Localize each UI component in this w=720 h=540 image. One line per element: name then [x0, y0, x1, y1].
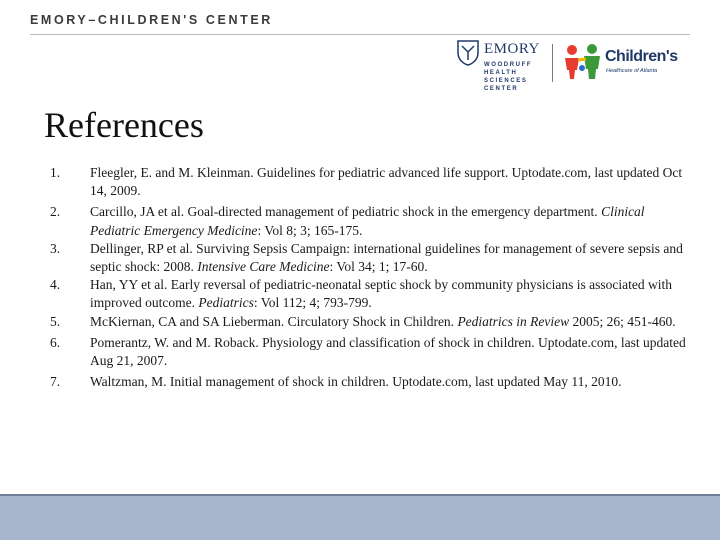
reference-number: 2. [50, 204, 61, 220]
reference-item [50, 203, 690, 239]
reference-item [50, 276, 690, 312]
reference-item [50, 240, 690, 276]
emory-wordmark: EMORY [484, 41, 540, 57]
childrens-kids-icon [562, 42, 604, 80]
reference-text: Dellinger, RP et al. Surviving Sepsis Campaign: international guidelines for management of severe sepsis and septic shock: 2008. [90, 240, 683, 275]
reference-tail: 2005; 26; 451-460. [569, 313, 676, 329]
reference-number: 4. [50, 277, 61, 293]
reference-number: 6. [50, 334, 61, 350]
reference-item [50, 373, 690, 391]
footer-bar [0, 496, 720, 540]
page-title: References [44, 105, 204, 145]
header-divider [30, 34, 690, 35]
reference-item [50, 164, 690, 200]
reference-text: Carcillo, JA et al. Goal-directed management of pediatric shock in the emergency department. [90, 204, 602, 220]
emory-subtitle: WOODRUFF HEALTH SCIENCES CENTER [484, 62, 533, 92]
emory-logo [457, 40, 557, 96]
emory-shield-icon [457, 40, 479, 66]
reference-text: McKiernan, CA and SA Lieberman. Circulatory Shock in Children. [90, 313, 458, 329]
reference-tail: : Vol 34; 1; 17-60. [329, 259, 428, 275]
reference-item [50, 313, 690, 331]
reference-text: Han, YY et al. Early reversal of pediatric-neonatal septic shock by community physicians is associated with improved outcome. [90, 277, 672, 311]
reference-number: 5. [50, 313, 61, 329]
reference-journal: Pediatrics [198, 295, 254, 311]
reference-text: Pomerantz, W. and M. Roback. Physiology and classification of shock in children. Uptodate.com, last updated Aug 21, 2007. [90, 334, 686, 369]
reference-journal: Clinical Pediatric Emergency Medicine [90, 204, 645, 238]
reference-number: 1. [50, 165, 61, 180]
reference-number: 3. [50, 240, 61, 256]
reference-text: Fleegler, E. and M. Kleinman. Guidelines for pediatric advanced life support. Uptodate.com, last updated Oct 14, 2009. [90, 165, 683, 199]
childrens-tagline: Healthcare of Atlanta [606, 68, 658, 74]
reference-number: 7. [50, 374, 61, 390]
reference-journal: Intensive Care Medicine [197, 259, 330, 275]
childrens-wordmark: Children's [605, 48, 678, 65]
reference-text: Waltzman, M. Initial management of shock in children. Uptodate.com, last updated May 11, 2010. [90, 374, 622, 390]
header-title: EMORY–CHILDREN'S CENTER [30, 13, 273, 27]
reference-tail: : Vol 8; 3; 165-175. [257, 222, 363, 238]
references-list [50, 164, 690, 394]
reference-item [50, 334, 690, 370]
logo-divider [552, 44, 553, 82]
childrens-logo [562, 40, 690, 84]
reference-tail: : Vol 112; 4; 793-799. [253, 295, 372, 311]
reference-journal: Pediatrics in Review [457, 313, 570, 329]
